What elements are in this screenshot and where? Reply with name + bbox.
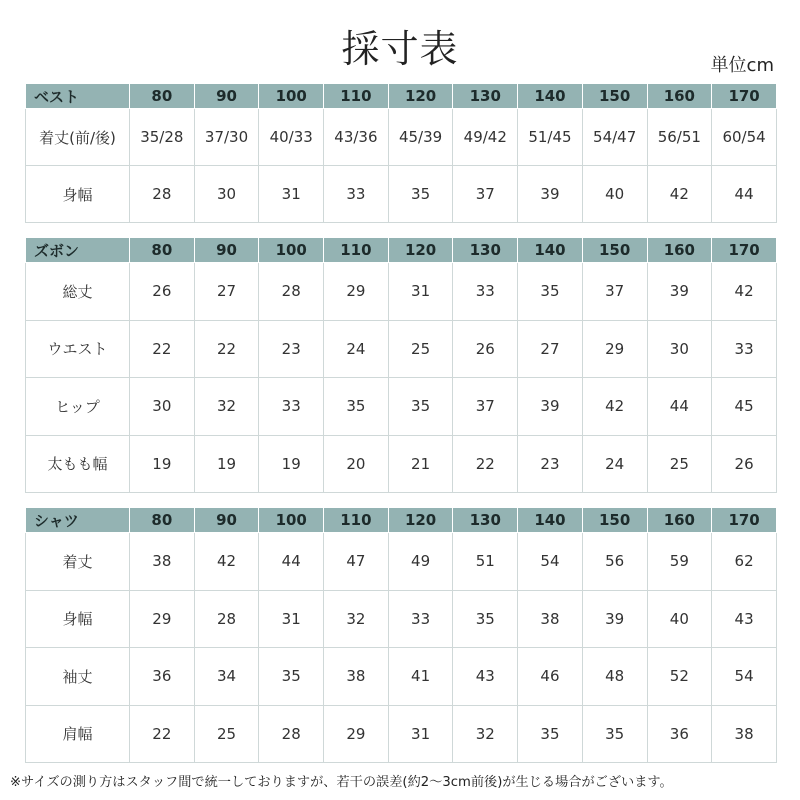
page-title: 採寸表 — [341, 27, 459, 71]
table-row — [26, 705, 777, 763]
size-header-cell: 150 — [582, 84, 647, 109]
table-row — [26, 435, 777, 493]
measurement-value: 27 — [518, 320, 583, 378]
measurement-value: 31 — [388, 263, 453, 321]
measurement-value: 29 — [130, 590, 195, 648]
measurement-value: 44 — [712, 166, 777, 223]
measurement-value: 29 — [324, 263, 389, 321]
measurement-value: 39 — [582, 590, 647, 648]
measurement-value: 35 — [388, 378, 453, 436]
measurement-value: 31 — [259, 166, 324, 223]
measurement-value: 19 — [194, 435, 259, 493]
measurement-value: 35 — [518, 263, 583, 321]
measurement-value: 41 — [388, 648, 453, 706]
measurement-value: 28 — [259, 705, 324, 763]
measurement-value: 60/54 — [712, 109, 777, 166]
measurement-value: 36 — [647, 705, 712, 763]
measurement-note: ※サイズの測り方はスタッフ間で統一しておりますが、若干の誤差(約2～3cm前後)が生じる場合がございます。 — [10, 775, 673, 790]
measurement-value: 28 — [259, 263, 324, 321]
measurement-value: 39 — [518, 378, 583, 436]
size-header-cell: 110 — [324, 508, 389, 533]
size-header-cell: 170 — [712, 84, 777, 109]
measurement-value: 51/45 — [518, 109, 583, 166]
table-category-label: シャツ — [26, 508, 130, 533]
size-header-cell: 110 — [324, 238, 389, 263]
measurement-value: 24 — [324, 320, 389, 378]
measurement-value: 38 — [712, 705, 777, 763]
measurement-value: 33 — [712, 320, 777, 378]
measurement-value: 24 — [582, 435, 647, 493]
measurement-value: 35 — [259, 648, 324, 706]
measurement-value: 31 — [259, 590, 324, 648]
size-header-cell: 170 — [712, 508, 777, 533]
measurement-value: 22 — [453, 435, 518, 493]
table-row — [26, 320, 777, 378]
size-header-cell: 90 — [194, 84, 259, 109]
measurement-value: 37/30 — [194, 109, 259, 166]
measurement-value: 38 — [130, 533, 195, 591]
measurement-value: 46 — [518, 648, 583, 706]
table-category-label: ズボン — [26, 238, 130, 263]
measurement-value: 27 — [194, 263, 259, 321]
measurement-value: 31 — [388, 705, 453, 763]
size-header-cell: 100 — [259, 508, 324, 533]
measurement-value: 56 — [582, 533, 647, 591]
measurement-value: 47 — [324, 533, 389, 591]
measurement-value: 49 — [388, 533, 453, 591]
measurement-value: 34 — [194, 648, 259, 706]
measurement-value: 19 — [259, 435, 324, 493]
measurement-value: 20 — [324, 435, 389, 493]
measurement-label: 身幅 — [26, 590, 130, 648]
measurement-value: 23 — [259, 320, 324, 378]
table-row — [26, 378, 777, 436]
size-header-cell: 80 — [130, 508, 195, 533]
measurement-value: 40 — [582, 166, 647, 223]
measurement-value: 21 — [388, 435, 453, 493]
measurement-value: 62 — [712, 533, 777, 591]
size-header-cell: 130 — [453, 84, 518, 109]
size-header-cell: 150 — [582, 238, 647, 263]
measurement-value: 33 — [453, 263, 518, 321]
size-header-cell: 80 — [130, 84, 195, 109]
measurement-value: 37 — [582, 263, 647, 321]
measurement-value: 44 — [647, 378, 712, 436]
size-header-cell: 160 — [647, 238, 712, 263]
measurement-value: 35 — [518, 705, 583, 763]
measurement-label: 太もも幅 — [26, 435, 130, 493]
shirt-size-table — [25, 507, 777, 763]
measurement-label: 袖丈 — [26, 648, 130, 706]
measurement-value: 26 — [712, 435, 777, 493]
size-header-cell: 160 — [647, 508, 712, 533]
measurement-value: 23 — [518, 435, 583, 493]
measurement-value: 35 — [453, 590, 518, 648]
measurement-value: 28 — [194, 590, 259, 648]
size-header-cell: 170 — [712, 238, 777, 263]
measurement-value: 42 — [712, 263, 777, 321]
measurement-value: 33 — [259, 378, 324, 436]
measurement-value: 26 — [130, 263, 195, 321]
measurement-value: 43 — [453, 648, 518, 706]
measurement-value: 30 — [194, 166, 259, 223]
measurement-value: 36 — [130, 648, 195, 706]
measurement-value: 45 — [712, 378, 777, 436]
measurement-value: 30 — [130, 378, 195, 436]
measurement-value: 32 — [194, 378, 259, 436]
size-header-cell: 140 — [518, 84, 583, 109]
table-header-row — [26, 238, 777, 263]
table-row — [26, 590, 777, 648]
measurement-value: 40/33 — [259, 109, 324, 166]
measurement-value: 52 — [647, 648, 712, 706]
measurement-value: 44 — [259, 533, 324, 591]
table-row — [26, 263, 777, 321]
size-header-cell: 120 — [388, 238, 453, 263]
size-header-cell: 100 — [259, 238, 324, 263]
measurement-value: 28 — [130, 166, 195, 223]
measurement-value: 25 — [194, 705, 259, 763]
measurement-value: 25 — [647, 435, 712, 493]
size-header-cell: 90 — [194, 238, 259, 263]
measurement-value: 19 — [130, 435, 195, 493]
size-header-cell: 120 — [388, 84, 453, 109]
measurement-label: 着丈(前/後) — [26, 109, 130, 166]
measurement-label: 総丈 — [26, 263, 130, 321]
unit-label: 単位cm — [710, 55, 774, 76]
measurement-value: 33 — [324, 166, 389, 223]
table-row — [26, 648, 777, 706]
measurement-value: 33 — [388, 590, 453, 648]
measurement-value: 48 — [582, 648, 647, 706]
measurement-label: 身幅 — [26, 166, 130, 223]
size-header-cell: 110 — [324, 84, 389, 109]
measurement-value: 22 — [130, 705, 195, 763]
measurement-value: 54/47 — [582, 109, 647, 166]
measurement-label: ヒップ — [26, 378, 130, 436]
table-row — [26, 533, 777, 591]
measurement-value: 29 — [582, 320, 647, 378]
measurement-value: 42 — [194, 533, 259, 591]
size-header-cell: 130 — [453, 238, 518, 263]
measurement-value: 43/36 — [324, 109, 389, 166]
measurement-value: 38 — [518, 590, 583, 648]
table-category-label: ベスト — [26, 84, 130, 109]
measurement-value: 35/28 — [130, 109, 195, 166]
measurement-value: 42 — [647, 166, 712, 223]
measurement-value: 40 — [647, 590, 712, 648]
measurement-value: 56/51 — [647, 109, 712, 166]
measurement-value: 39 — [518, 166, 583, 223]
measurement-value: 29 — [324, 705, 389, 763]
table-header-row — [26, 84, 777, 109]
table-header-row — [26, 508, 777, 533]
measurement-value: 37 — [453, 378, 518, 436]
size-header-cell: 130 — [453, 508, 518, 533]
size-header-cell: 150 — [582, 508, 647, 533]
measurement-value: 32 — [324, 590, 389, 648]
measurement-value: 39 — [647, 263, 712, 321]
size-header-cell: 120 — [388, 508, 453, 533]
measurement-label: ウエスト — [26, 320, 130, 378]
measurement-value: 38 — [324, 648, 389, 706]
measurement-value: 30 — [647, 320, 712, 378]
size-header-cell: 80 — [130, 238, 195, 263]
measurement-value: 54 — [518, 533, 583, 591]
vest-size-table — [25, 83, 777, 223]
size-header-cell: 160 — [647, 84, 712, 109]
measurement-value: 45/39 — [388, 109, 453, 166]
measurement-value: 59 — [647, 533, 712, 591]
measurement-value: 37 — [453, 166, 518, 223]
measurement-value: 43 — [712, 590, 777, 648]
size-header-cell: 140 — [518, 508, 583, 533]
size-header-cell: 140 — [518, 238, 583, 263]
measurement-value: 35 — [388, 166, 453, 223]
measurement-value: 32 — [453, 705, 518, 763]
measurement-value: 22 — [130, 320, 195, 378]
measurement-value: 35 — [324, 378, 389, 436]
measurement-value: 22 — [194, 320, 259, 378]
measurement-value: 26 — [453, 320, 518, 378]
pants-size-table — [25, 237, 777, 493]
measurement-value: 51 — [453, 533, 518, 591]
measurement-value: 49/42 — [453, 109, 518, 166]
size-header-cell: 90 — [194, 508, 259, 533]
measurement-label: 肩幅 — [26, 705, 130, 763]
measurement-value: 35 — [582, 705, 647, 763]
measurement-label: 着丈 — [26, 533, 130, 591]
table-row — [26, 166, 777, 223]
measurement-value: 25 — [388, 320, 453, 378]
measurement-value: 42 — [582, 378, 647, 436]
measurement-value: 54 — [712, 648, 777, 706]
size-header-cell: 100 — [259, 84, 324, 109]
table-row — [26, 109, 777, 166]
